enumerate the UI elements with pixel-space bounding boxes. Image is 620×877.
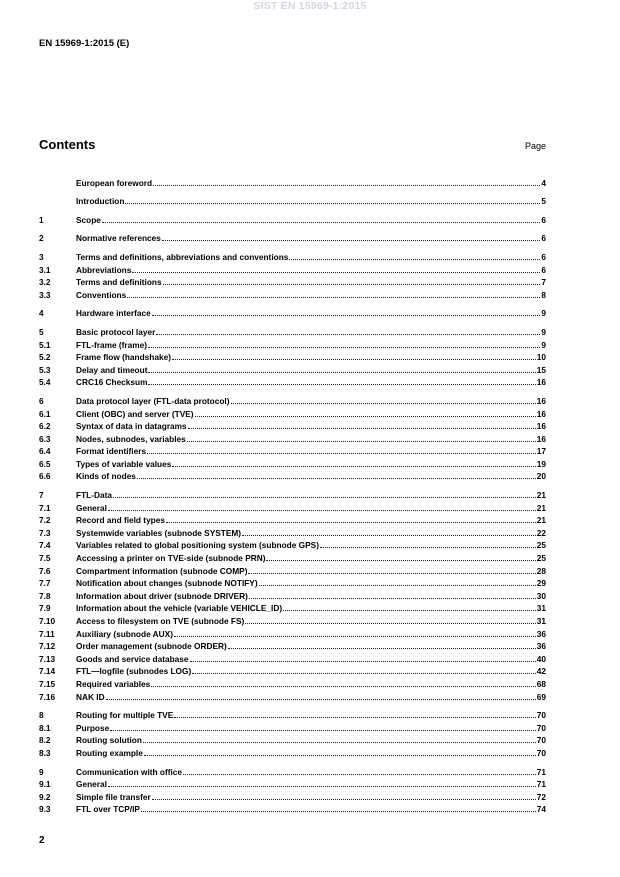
toc-entry-number: 7.9	[39, 603, 51, 614]
toc-entry-page: 21	[536, 490, 546, 501]
toc-entry-page: 20	[536, 471, 546, 482]
dot-leader	[108, 509, 536, 511]
toc-entry-title: Introduction	[76, 196, 125, 207]
toc-entry-title: Terms and definitions	[76, 277, 162, 288]
toc-entry[interactable]	[39, 250, 546, 263]
toc-entry-title: Record and field types	[76, 515, 165, 526]
toc-entry-page: 30	[536, 590, 546, 601]
toc-entry[interactable]	[39, 445, 546, 458]
dot-leader	[153, 184, 540, 186]
dot-leader	[110, 729, 536, 731]
toc-entry[interactable]	[39, 652, 546, 665]
toc-entry-number: 7.2	[39, 515, 51, 526]
toc-entry-page: 16	[536, 421, 546, 432]
toc-entry-number: 8.1	[39, 722, 51, 733]
toc-entry[interactable]	[39, 432, 546, 445]
toc-entry-title: Routing example	[76, 747, 143, 758]
toc-entry[interactable]	[39, 420, 546, 433]
toc-entry-number: 3.1	[39, 264, 51, 275]
toc-entry-number: 7.4	[39, 540, 51, 551]
toc-entry-number: 8	[39, 710, 44, 721]
toc-entry-title: Compartment information (subnode COMP)	[76, 565, 248, 576]
toc-entry-page: 6	[541, 214, 546, 225]
toc-entry-title: Conventions	[76, 289, 127, 300]
dot-leader	[162, 239, 541, 241]
toc-entry-title: Nodes, subnodes, variables	[76, 433, 186, 444]
toc-entry-page: 40	[536, 653, 546, 664]
toc-entry-page: 9	[541, 326, 546, 337]
toc-entry-title: Frame flow (handshake)	[76, 352, 171, 363]
toc-entry-page: 72	[536, 791, 546, 802]
toc-entry-number: 6.3	[39, 433, 51, 444]
toc-group	[39, 213, 546, 226]
toc-entry-title: Routing for multiple TVE	[76, 710, 174, 721]
toc-entry-number: 7.16	[39, 691, 56, 702]
toc-entry-title: Syntax of data in datagrams	[76, 421, 187, 432]
toc-entry-title: Types of variable values	[76, 458, 172, 469]
toc-entry-page: 7	[541, 277, 546, 288]
dot-leader	[228, 647, 536, 649]
toc-entry-number: 9	[39, 766, 44, 777]
toc-entry-title: Information about the vehicle (variable VEHICLE_ID)	[76, 603, 283, 614]
toc-entry-title: Data protocol layer (FTL-data protocol)	[76, 395, 230, 406]
dot-leader	[172, 465, 535, 467]
dot-leader	[172, 358, 536, 360]
toc-entry-number: 7	[39, 490, 44, 501]
toc-entry-page: 16	[536, 433, 546, 444]
document-identifier: EN 15969-1:2015 (E)	[39, 38, 130, 49]
toc-entry-number: 9.3	[39, 804, 51, 815]
dot-leader	[152, 314, 541, 316]
dot-leader	[108, 785, 536, 787]
toc-entry-title: FTL—logfile (subnodes LOG)	[76, 666, 192, 677]
toc-entry[interactable]	[39, 276, 546, 289]
toc-entry-page: 22	[536, 527, 546, 538]
toc-entry-title: Information about driver (subnode DRIVER)	[76, 590, 248, 601]
dot-leader	[283, 609, 536, 611]
dot-leader	[320, 546, 536, 548]
dot-leader	[151, 685, 536, 687]
dot-leader	[266, 559, 535, 561]
toc-entry-page: 10	[536, 352, 546, 363]
toc-entry-title: Auxiliary (subnode AUX)	[76, 628, 173, 639]
toc-entry-number: 9.2	[39, 791, 51, 802]
dot-leader	[147, 452, 536, 454]
toc-entry[interactable]	[39, 213, 546, 226]
dot-leader	[141, 810, 536, 812]
toc-entry-number: 5.1	[39, 339, 51, 350]
toc-entry[interactable]	[39, 627, 546, 640]
toc-entry[interactable]	[39, 734, 546, 747]
toc-entry-title: Variables related to global positioning system (subnode GPS)	[76, 540, 319, 551]
toc-entry-title: FTL-Data	[76, 490, 112, 501]
page-number: 2	[39, 835, 45, 846]
toc-entry-number: 7.11	[39, 628, 55, 639]
toc-entry-number: 3.2	[39, 277, 51, 288]
toc-entry-number: 6.1	[39, 408, 51, 419]
table-of-contents	[39, 176, 546, 821]
toc-entry-number: 8.3	[39, 747, 51, 758]
toc-entry-page: 70	[536, 710, 546, 721]
toc-entry-title: Scope	[76, 214, 101, 225]
dot-leader	[163, 283, 541, 285]
toc-entry-number: 7.7	[39, 578, 51, 589]
toc-entry-number: 7.8	[39, 590, 51, 601]
toc-entry[interactable]	[39, 577, 546, 590]
toc-entry-title: NAK ID	[76, 691, 105, 702]
dot-leader	[156, 333, 540, 335]
toc-entry[interactable]	[39, 721, 546, 734]
toc-entry-page: 28	[536, 565, 546, 576]
toc-entry-number: 6	[39, 395, 44, 406]
toc-group	[39, 176, 546, 189]
toc-entry-number: 7.10	[39, 616, 56, 626]
toc-entry-title: Normative references	[76, 233, 161, 244]
toc-entry[interactable]	[39, 338, 546, 351]
toc-entry[interactable]	[39, 765, 546, 778]
toc-entry-page: 70	[536, 735, 546, 746]
toc-entry-page: 16	[536, 408, 546, 419]
dot-leader	[231, 402, 536, 404]
toc-entry-page: 6	[541, 233, 546, 244]
dot-leader	[245, 622, 535, 624]
toc-entry-title: General	[76, 502, 107, 513]
toc-entry-number: 9.1	[39, 779, 51, 790]
dot-leader	[106, 698, 536, 700]
toc-entry-page: 6	[541, 264, 546, 275]
toc-entry-title: Accessing a printer on TVE-side (subnode PRN)	[76, 553, 266, 564]
toc-group	[39, 765, 546, 815]
toc-entry-number: 7.12	[39, 641, 56, 652]
dot-leader	[102, 221, 540, 223]
toc-entry[interactable]	[39, 790, 546, 803]
toc-entry[interactable]	[39, 407, 546, 420]
toc-entry[interactable]	[39, 376, 546, 389]
toc-entry-number: 4	[39, 308, 44, 319]
dot-leader	[148, 371, 535, 373]
toc-entry-page: 9	[541, 339, 546, 350]
toc-entry-page: 17	[536, 446, 546, 457]
toc-entry-page: 71	[536, 766, 546, 777]
toc-entry-number: 8.2	[39, 735, 51, 746]
toc-entry[interactable]	[39, 709, 546, 722]
toc-entry[interactable]	[39, 778, 546, 791]
dot-leader	[132, 271, 540, 273]
toc-entry-number: 5.3	[39, 364, 51, 375]
dot-leader	[183, 773, 536, 775]
toc-entry-title: Simple file transfer	[76, 791, 151, 802]
toc-entry[interactable]	[39, 195, 546, 208]
toc-entry-title: Access to filesystem on TVE (subnode FS)	[76, 616, 245, 626]
dot-leader	[248, 572, 535, 574]
toc-group	[39, 307, 546, 320]
toc-entry-page: 5	[541, 196, 546, 207]
toc-entry-number: 7.1	[39, 502, 51, 513]
watermark: SIST EN 15969-1:2015	[253, 0, 367, 12]
toc-entry[interactable]	[39, 263, 546, 276]
toc-entry-page: 31	[536, 603, 546, 614]
toc-entry[interactable]	[39, 677, 546, 690]
toc-entry-title: Terms and definitions, abbreviations and conventions	[76, 251, 289, 262]
toc-entry-page: 15	[536, 364, 546, 375]
toc-entry-number: 3	[39, 251, 44, 262]
contents-heading: Contents	[39, 137, 96, 152]
dot-leader	[187, 440, 536, 442]
toc-entry-page: 16	[536, 395, 546, 406]
toc-entry-number: 7.5	[39, 553, 51, 564]
toc-entry[interactable]	[39, 288, 546, 301]
toc-entry[interactable]	[39, 457, 546, 470]
dot-leader	[190, 660, 536, 662]
toc-entry-page: 8	[541, 289, 546, 300]
toc-entry[interactable]	[39, 640, 546, 653]
toc-entry-title: Hardware interface	[76, 308, 151, 319]
toc-entry-page: 6	[541, 251, 546, 262]
toc-entry-title: Notification about changes (subnode NOTIFY)	[76, 578, 258, 589]
dot-leader	[289, 258, 540, 260]
toc-entry-title: Abbreviations	[76, 264, 132, 275]
toc-entry-page: 9	[541, 308, 546, 319]
toc-entry-number: 6.6	[39, 471, 51, 482]
dot-leader	[148, 346, 540, 348]
toc-entry-page: 36	[536, 628, 546, 639]
toc-entry-number: 5.2	[39, 352, 51, 363]
toc-entry-page: 21	[536, 502, 546, 513]
toc-entry[interactable]	[39, 363, 546, 376]
toc-entry[interactable]	[39, 690, 546, 703]
toc-group	[39, 709, 546, 759]
dot-leader	[125, 202, 540, 204]
toc-group	[39, 325, 546, 388]
toc-entry-page: 16	[536, 377, 546, 388]
toc-entry[interactable]	[39, 501, 546, 514]
dot-leader	[137, 477, 536, 479]
toc-entry[interactable]	[39, 488, 546, 501]
toc-entry-page: 19	[536, 458, 546, 469]
toc-entry-page: 68	[536, 678, 546, 689]
toc-entry-title: Purpose	[76, 722, 110, 733]
toc-entry-number: 5.4	[39, 377, 51, 388]
toc-entry-page: 25	[536, 553, 546, 564]
toc-entry[interactable]	[39, 589, 546, 602]
toc-entry-page: 69	[536, 691, 546, 702]
toc-entry-title: Client (OBC) and server (TVE)	[76, 408, 194, 419]
toc-entry-number: 2	[39, 233, 44, 244]
toc-entry[interactable]	[39, 564, 546, 577]
toc-group	[39, 232, 546, 245]
dot-leader	[174, 716, 536, 718]
dot-leader	[127, 296, 540, 298]
dot-leader	[166, 521, 536, 523]
dot-leader	[188, 427, 536, 429]
dot-leader	[143, 741, 536, 743]
toc-entry-number: 7.14	[39, 666, 56, 677]
toc-entry-page: 42	[536, 666, 546, 677]
toc-entry[interactable]	[39, 614, 546, 627]
toc-entry[interactable]	[39, 602, 546, 615]
toc-entry-number: 7.15	[39, 678, 56, 689]
toc-entry[interactable]	[39, 526, 546, 539]
toc-entry-number: 6.2	[39, 421, 51, 432]
toc-entry-title: Required variables	[76, 678, 151, 689]
toc-entry-number: 6.4	[39, 446, 51, 457]
toc-entry-title: European foreword	[76, 177, 153, 188]
toc-entry[interactable]	[39, 325, 546, 338]
dot-leader	[152, 798, 536, 800]
toc-group	[39, 250, 546, 300]
toc-entry-title: CRC16 Checksum	[76, 377, 148, 388]
toc-entry-number: 7.13	[39, 653, 56, 664]
dot-leader	[113, 496, 536, 498]
toc-entry-page: 70	[536, 747, 546, 758]
toc-entry-title: General	[76, 779, 107, 790]
toc-entry-title: Goods and service database	[76, 653, 189, 664]
dot-leader	[195, 415, 536, 417]
toc-entry[interactable]	[39, 665, 546, 678]
toc-entry-title: Basic protocol layer	[76, 326, 156, 337]
toc-entry-page: 25	[536, 540, 546, 551]
toc-entry[interactable]	[39, 351, 546, 364]
dot-leader	[148, 383, 535, 385]
toc-entry-number: 6.5	[39, 458, 51, 469]
toc-entry-number: 7.6	[39, 565, 51, 576]
toc-entry-title: Communication with office	[76, 766, 183, 777]
dot-leader	[242, 534, 536, 536]
dot-leader	[249, 597, 536, 599]
toc-entry-number: 7.3	[39, 527, 51, 538]
toc-entry-page: 4	[541, 177, 546, 188]
toc-entry-title: FTL over TCP/IP	[76, 804, 140, 815]
toc-group	[39, 488, 546, 702]
toc-entry[interactable]	[39, 539, 546, 552]
toc-entry[interactable]	[39, 176, 546, 189]
toc-entry-title: Delay and timeout	[76, 364, 148, 375]
toc-entry[interactable]	[39, 394, 546, 407]
toc-entry-page: 70	[536, 722, 546, 733]
toc-entry[interactable]	[39, 307, 546, 320]
toc-entry-number: 1	[39, 214, 44, 225]
toc-entry-number: 3.3	[39, 289, 51, 300]
toc-entry-title: Order management (subnode ORDER)	[76, 641, 227, 652]
toc-entry[interactable]	[39, 232, 546, 245]
dot-leader	[174, 635, 536, 637]
toc-entry-page: 74	[536, 804, 546, 815]
toc-entry[interactable]	[39, 514, 546, 527]
page-column-label: Page	[524, 141, 546, 151]
toc-entry-title: FTL-frame (frame)	[76, 339, 147, 350]
toc-group	[39, 394, 546, 482]
toc-entry-page: 29	[536, 578, 546, 589]
toc-group	[39, 195, 546, 208]
dot-leader	[144, 754, 536, 756]
toc-entry-page: 31	[536, 616, 546, 626]
toc-entry[interactable]	[39, 470, 546, 483]
toc-entry-page: 21	[536, 515, 546, 526]
toc-entry[interactable]	[39, 551, 546, 564]
toc-entry-title: Systemwide variables (subnode SYSTEM)	[76, 527, 242, 538]
toc-entry-title: Format identifiers	[76, 446, 147, 457]
toc-entry-page: 36	[536, 641, 546, 652]
dot-leader	[259, 584, 536, 586]
dot-leader	[192, 672, 536, 674]
toc-entry-page: 71	[536, 779, 546, 790]
toc-entry-title: Kinds of nodes	[76, 471, 136, 482]
toc-entry-number: 5	[39, 326, 44, 337]
toc-entry[interactable]	[39, 803, 546, 816]
toc-entry-title: Routing solution	[76, 735, 142, 746]
toc-entry[interactable]	[39, 746, 546, 759]
